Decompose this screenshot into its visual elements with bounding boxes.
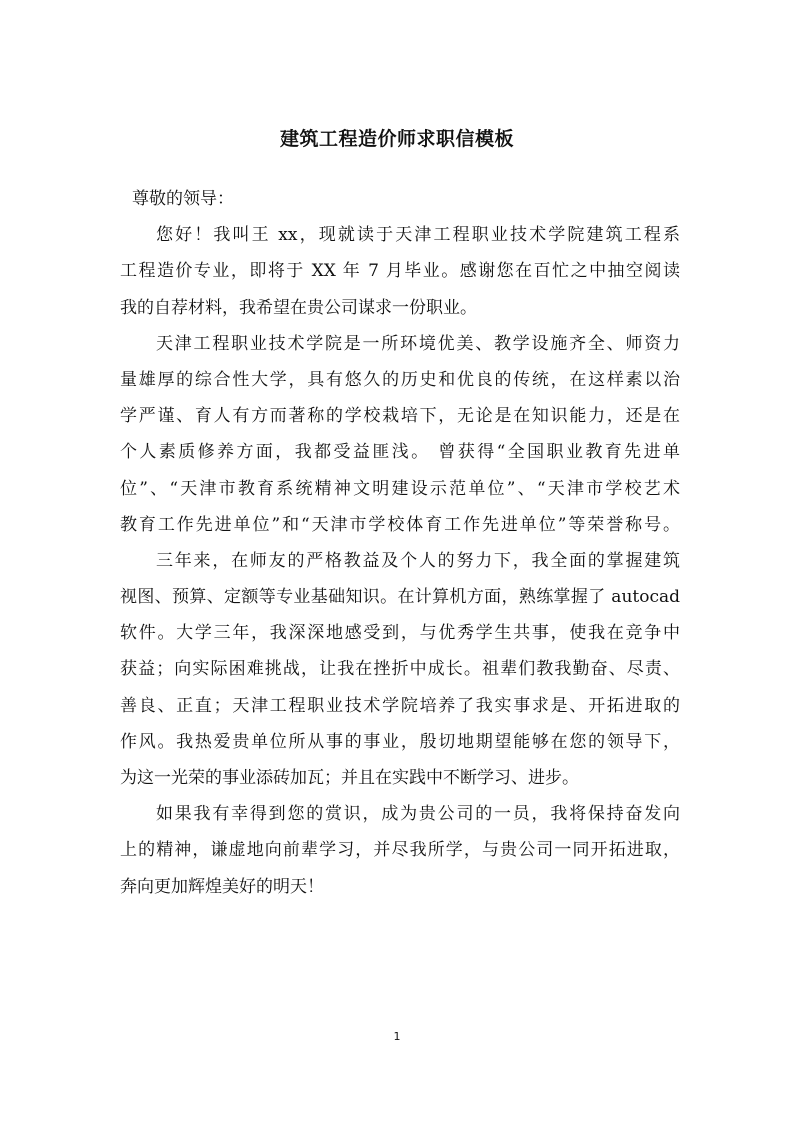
paragraph-3-line-6: 作风。我热爱贵单位所从事的事业，殷切地期望能够在您的领导下， (120, 731, 680, 752)
paragraph-2-line-1: 天津工程职业技术学院是一所环境优美、教学设施齐全、师资力 (156, 333, 680, 354)
greeting-line: 尊敬的领导： (132, 189, 234, 209)
paragraph-2-line-5: 位”、“天津市教育系统精神文明建设示范单位”、“天津市学校艺术 (120, 478, 680, 499)
letter-body (120, 181, 680, 905)
paragraph-3-line-1: 三年来，在师友的严格教益及个人的努力下，我全面的掌握建筑 (156, 550, 680, 571)
paragraph-4-line-1: 如果我有幸得到您的赏识，成为贵公司的一员，我将保持奋发向 (156, 804, 680, 825)
page-number: 1 (393, 1030, 401, 1043)
paragraph-3-line-4: 获益；向实际困难挑战，让我在挫折中成长。祖辈们教我勤奋、尽责、 (120, 659, 680, 680)
paragraph-2-line-6: 教育工作先进单位”和“天津市学校体育工作先进单位”等荣誉称号。 (120, 514, 680, 535)
paragraph-1-line-2: 工程造价专业，即将于 XX 年 7 月毕业。感谢您在百忙之中抽空阅读 (120, 261, 680, 282)
paragraph-2-line-3: 学严谨、育人有方而著称的学校栽培下，无论是在知识能力，还是在 (120, 406, 680, 427)
paragraph-4-line-3: 奔向更加辉煌美好的明天！ (120, 876, 324, 897)
paragraph-3-line-3: 软件。大学三年，我深深地感受到，与优秀学生共事，使我在竞争中 (120, 623, 680, 644)
paragraph-2-line-4: 个人素质修养方面，我都受益匪浅。 曾获得“全国职业教育先进单 (120, 442, 680, 463)
paragraph-1-line-3: 我的自荐材料，我希望在贵公司谋求一份职业。 (120, 297, 477, 318)
document-title: 建筑工程造价师求职信模板 (279, 128, 514, 150)
paragraph-3-line-5: 善良、正直；天津工程职业技术学院培养了我实事求是、开拓进取的 (120, 695, 680, 716)
paragraph-2-line-2: 量雄厚的综合性大学，具有悠久的历史和优良的传统，在这样素以治 (120, 369, 680, 390)
paragraph-3-line-2: 视图、预算、定额等专业基础知识。在计算机方面，熟练掌握了 autocad (120, 587, 680, 608)
paragraph-3-line-7: 为这一光荣的事业添砖加瓦；并且在实践中不断学习、进步。 (120, 768, 579, 788)
paragraph-4-line-2: 上的精神，谦虚地向前辈学习，并尽我所学，与贵公司一同开拓进取， (120, 840, 680, 861)
paragraph-1-line-1: 您好！我叫王 xx，现就读于天津工程职业技术学院建筑工程系 (156, 225, 680, 246)
